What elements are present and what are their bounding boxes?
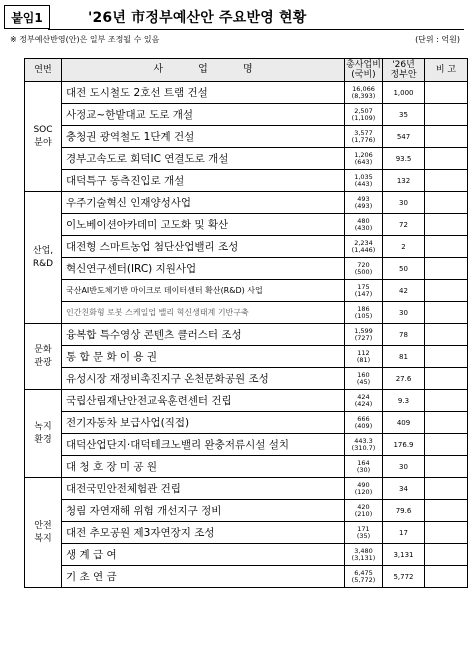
project-name: 경부고속도로 회덕IC 연결도로 개설 [66,153,229,165]
memo-cell [425,82,468,104]
project-name: 전기자동차 보급사업(직접) [66,417,190,429]
gov-budget-cell: 176.9 [383,434,425,456]
gov-budget-cell: 81 [383,346,425,368]
category-label: 산업, [32,245,54,256]
total-cost: 493 [357,194,370,203]
national-cost: (210) [354,509,373,518]
memo-cell [425,302,468,324]
total-cost-cell [345,82,383,104]
project-name: 대전 도시철도 2호선 트램 건설 [66,87,208,99]
table-row [25,302,468,324]
table-row [25,104,468,126]
project-name: 통 합 문 화 이 용 권 [66,351,158,363]
memo-cell [425,258,468,280]
national-cost: (147) [354,289,373,298]
total-cost-cell [345,434,383,456]
project-name: 사정교~한밭대교 도로 개설 [66,109,194,121]
memo-cell [425,412,468,434]
memo-cell [425,170,468,192]
table-row [25,566,468,588]
gov-budget-cell: 17 [383,522,425,544]
page-title: '26년 市정부예산안 주요반영 현황 [88,10,307,26]
project-name-cell [62,434,345,456]
total-cost: 490 [357,480,370,489]
total-cost-cell [345,280,383,302]
total-cost: 1,599 [354,326,373,335]
table-row [25,368,468,390]
memo-cell [425,566,468,588]
total-cost: 2,507 [354,106,373,115]
total-cost-cell [345,456,383,478]
project-name-cell [62,126,345,148]
table-row [25,478,468,500]
project-name: 국립산림재난안전교육훈련센터 건립 [66,395,232,407]
memo-cell [425,346,468,368]
project-name: 유성시장 재정비촉진지구 온천문화공원 조성 [66,373,269,385]
national-cost: (105) [354,311,373,320]
table-row [25,258,468,280]
gov-budget-cell: 132 [383,170,425,192]
memo-cell [425,324,468,346]
total-cost: 6,475 [354,568,373,577]
gov-budget-cell: 79.6 [383,500,425,522]
project-name: 이노베이션아카데미 고도화 및 확산 [66,219,229,231]
project-name-cell [62,302,345,324]
gov-budget-cell: 1,000 [383,82,425,104]
table-row [25,280,468,302]
table-row [25,434,468,456]
memo-cell [425,390,468,412]
project-name-cell [62,170,345,192]
gov-budget-cell: 547 [383,126,425,148]
table-row [25,82,468,104]
project-name-cell [62,236,345,258]
national-cost: (493) [354,201,373,210]
total-cost-cell [345,500,383,522]
category-label: 관광 [34,357,52,368]
category-label: 분야 [34,137,52,148]
gov-budget-cell: 93.5 [383,148,425,170]
category-cell [25,390,62,478]
header-memo: 비 고 [425,59,468,82]
gov-budget-cell: 34 [383,478,425,500]
national-cost: (3,131) [351,553,376,562]
total-cost-cell [345,192,383,214]
memo-cell [425,148,468,170]
total-cost-cell [345,126,383,148]
total-cost: 171 [357,524,370,533]
table-row [25,346,468,368]
attachment-tag: 붙임1 [4,5,50,29]
table-row [25,214,468,236]
memo-cell [425,434,468,456]
project-name: 생 계 급 여 [66,549,117,561]
project-name-cell [62,456,345,478]
gov-budget-cell: 72 [383,214,425,236]
total-cost: 16,066 [352,84,375,93]
total-cost: 1,206 [354,150,373,159]
national-cost: (1,776) [351,135,376,144]
project-name: 청림 자연재해 위험 개선지구 정비 [66,505,222,517]
national-cost: (727) [354,333,373,342]
national-cost: (500) [354,267,373,276]
memo-cell [425,522,468,544]
memo-cell [425,192,468,214]
header-gov-line2: 정부안 [390,70,417,80]
table-row [25,544,468,566]
header-total [345,59,383,82]
memo-cell [425,500,468,522]
table-row [25,412,468,434]
project-name: 대전국민안전체험관 건립 [66,483,181,495]
total-cost-cell [345,236,383,258]
project-name-cell [62,148,345,170]
gov-budget-cell: 50 [383,258,425,280]
gov-budget-cell: 9.3 [383,390,425,412]
national-cost: (35) [356,531,371,540]
header-gov [383,59,425,82]
national-cost: (424) [354,399,373,408]
project-name: 대전형 스마트농업 첨단산업밸리 조성 [66,241,239,253]
national-cost: (643) [354,157,373,166]
total-cost-cell [345,368,383,390]
project-name-cell [62,214,345,236]
gov-budget-cell: 30 [383,302,425,324]
project-name-cell [62,566,345,588]
category-cell [25,192,62,324]
project-name: 혁신연구센터(IRC) 지원사업 [66,263,197,275]
memo-cell [425,104,468,126]
gov-budget-cell: 42 [383,280,425,302]
category-label: 환경 [34,434,52,445]
total-cost: 164 [357,458,370,467]
total-cost: 720 [357,260,370,269]
category-label: R&D [32,258,54,269]
table-row [25,148,468,170]
project-name-cell [62,192,345,214]
total-cost-cell [345,346,383,368]
memo-cell [425,236,468,258]
category-cell [25,82,62,192]
table-header-row [25,59,468,82]
category-label: SOC [33,124,53,135]
header-total-line2: (국비) [351,70,376,80]
project-name-cell [62,104,345,126]
total-cost: 112 [357,348,370,357]
memo-cell [425,478,468,500]
memo-cell [425,214,468,236]
total-cost: 424 [357,392,370,401]
project-name: 융복합 특수영상 콘텐츠 클러스터 조성 [66,329,242,341]
total-cost: 186 [357,304,370,313]
total-cost-cell [345,324,383,346]
table-body [25,82,468,588]
national-cost: (45) [356,377,371,386]
total-cost: 480 [357,216,370,225]
project-name: 국산AI반도체기반 마이크로 데이터센터 확산(R&D) 사업 [66,286,263,295]
table-row [25,456,468,478]
project-name: 기 초 연 금 [66,571,117,583]
total-cost-cell [345,390,383,412]
table-row [25,192,468,214]
total-cost-cell [345,566,383,588]
table-row [25,522,468,544]
gov-budget-cell: 30 [383,456,425,478]
national-cost: (409) [354,421,373,430]
total-cost: 175 [357,282,370,291]
total-cost: 443.3 [354,436,373,445]
national-cost: (5,772) [351,575,376,584]
national-cost: (81) [356,355,371,364]
project-name-cell [62,544,345,566]
gov-budget-cell: 27.6 [383,368,425,390]
header-project: 사 업 명 [62,59,345,82]
project-name-cell [62,500,345,522]
project-name-cell [62,368,345,390]
total-cost-cell [345,170,383,192]
project-name: 대덕특구 동측진입로 개설 [66,175,185,187]
gov-budget-cell: 3,131 [383,544,425,566]
budget-table [24,58,468,588]
table-row [25,236,468,258]
project-name: 대덕산업단지·대덕테크노밸리 완충저류시설 설치 [66,439,290,451]
project-name-cell [62,346,345,368]
total-cost-cell [345,258,383,280]
national-cost: (1,446) [351,245,376,254]
table-row [25,324,468,346]
project-name-cell [62,412,345,434]
table-row [25,500,468,522]
total-cost-cell [345,522,383,544]
memo-cell [425,280,468,302]
gov-budget-cell: 35 [383,104,425,126]
budget-note: ※ 정부예산반영(안)은 일부 조정될 수 있음 [10,35,160,44]
national-cost: (443) [354,179,373,188]
total-cost-cell [345,148,383,170]
total-cost-cell [345,302,383,324]
memo-cell [425,368,468,390]
national-cost: (30) [356,465,371,474]
project-name-cell [62,82,345,104]
header-total-line1: 총사업비 [346,60,381,70]
total-cost-cell [345,478,383,500]
category-label: 문화 [34,344,52,355]
header-gov-line1: '26년 [392,60,415,70]
total-cost: 3,480 [354,546,373,555]
category-label: 안전 [34,520,52,531]
total-cost: 160 [357,370,370,379]
category-label: 녹지 [34,421,52,432]
project-name-cell [62,478,345,500]
project-name: 인간친화형 로봇 스케일업 밸리 혁신생태계 기반구축 [66,308,249,317]
total-cost: 666 [357,414,370,423]
national-cost: (120) [354,487,373,496]
total-cost-cell [345,104,383,126]
table-row [25,390,468,412]
memo-cell [425,126,468,148]
project-name: 충청권 광역철도 1단계 건설 [66,131,195,143]
table-row [25,170,468,192]
national-cost: (8,393) [351,91,376,100]
project-name-cell [62,390,345,412]
category-cell [25,324,62,390]
unit-label: (단위 : 억원) [415,35,460,44]
total-cost: 3,577 [354,128,373,137]
total-cost-cell [345,412,383,434]
gov-budget-cell: 30 [383,192,425,214]
project-name-cell [62,258,345,280]
category-label: 복지 [34,533,52,544]
project-name: 우주기술혁신 인재양성사업 [66,197,192,209]
project-name: 대 청 호 장 미 공 원 [66,461,158,473]
memo-cell [425,456,468,478]
table-row [25,126,468,148]
category-cell [25,478,62,588]
total-cost-cell [345,544,383,566]
project-name-cell [62,522,345,544]
total-cost: 1,035 [354,172,373,181]
project-name-cell [62,324,345,346]
total-cost-cell [345,214,383,236]
header-category: 연번 [25,59,62,82]
national-cost: (310.7) [351,443,376,452]
project-name-cell [62,280,345,302]
national-cost: (430) [354,223,373,232]
title-underline [48,29,464,30]
total-cost: 2,234 [354,238,373,247]
gov-budget-cell: 78 [383,324,425,346]
header [4,4,306,30]
gov-budget-cell: 2 [383,236,425,258]
gov-budget-cell: 409 [383,412,425,434]
gov-budget-cell: 5,772 [383,566,425,588]
total-cost: 420 [357,502,370,511]
project-name: 대전 추모공원 제3자연장지 조성 [66,527,215,539]
national-cost: (1,109) [351,113,376,122]
memo-cell [425,544,468,566]
